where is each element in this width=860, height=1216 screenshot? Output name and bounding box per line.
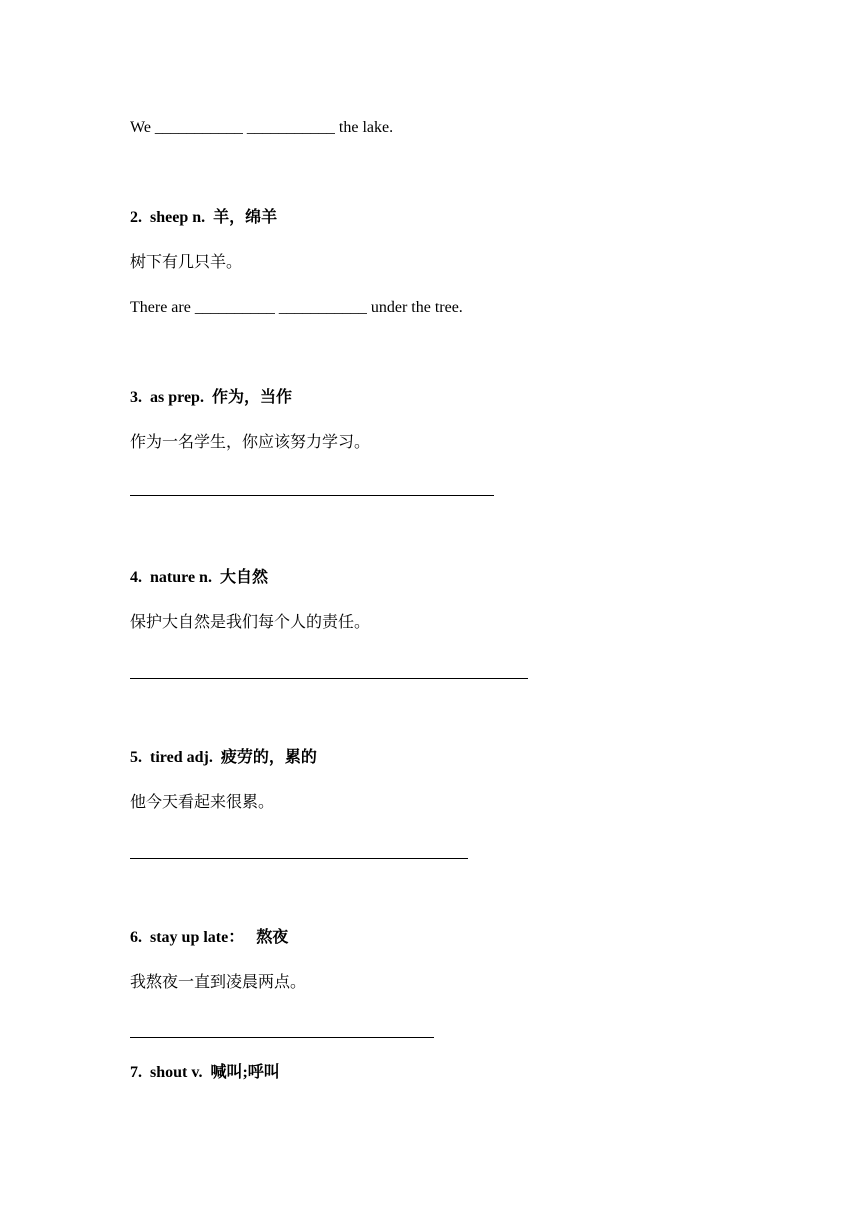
item-5-heading: 5. tired adj. 疲劳的，累的 — [130, 749, 317, 766]
item-5-chinese-sentence: 他今天看起来很累。 — [130, 794, 275, 811]
item-3-chinese-sentence: 作为一名学生，你应该努力学习。 — [130, 434, 371, 451]
item-4-heading: 4. nature n. 大自然 — [130, 569, 268, 586]
item-2-english-sentence: There are __________ ___________ under the tree. — [130, 299, 463, 316]
item-1-english-sentence: We ___________ ___________ the lake. — [130, 119, 394, 136]
item-4-answer-line — [130, 678, 528, 679]
item-6-heading: 6. stay up late： 熬夜 — [130, 929, 289, 946]
item-2-heading: 2. sheep n. 羊，绵羊 — [130, 209, 278, 226]
item-6-answer-line — [130, 1037, 434, 1038]
item-7-heading: 7. shout v. 喊叫;呼叫 — [130, 1064, 280, 1081]
item-3-heading: 3. as prep. 作为，当作 — [130, 389, 292, 406]
item-4-chinese-sentence: 保护大自然是我们每个人的责任。 — [130, 614, 371, 631]
item-5-answer-line — [130, 858, 468, 859]
item-3-answer-line — [130, 495, 494, 496]
item-2-chinese-sentence: 树下有几只羊。 — [130, 254, 243, 271]
item-6-chinese-sentence: 我熬夜一直到凌晨两点。 — [130, 974, 307, 991]
